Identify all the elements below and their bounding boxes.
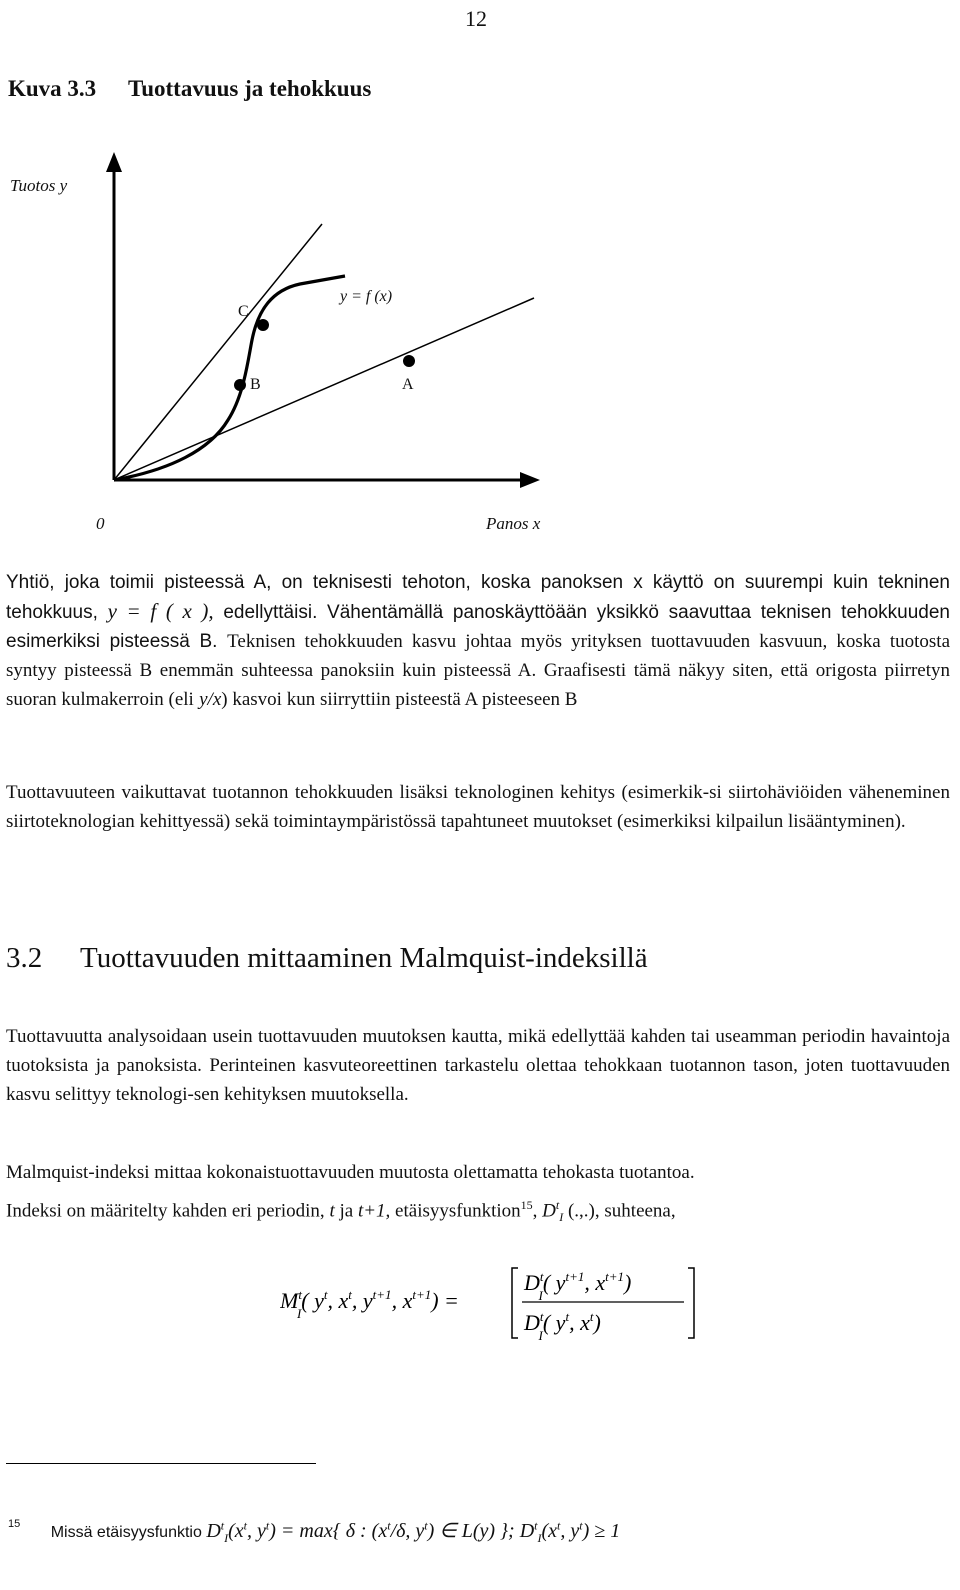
p4-line2-start: Indeksi on määritelty kahden eri periodin, — [6, 1200, 325, 1222]
ray-through-c — [114, 224, 322, 480]
y-axis-label: Tuotos y — [10, 176, 68, 195]
footnote — [8, 1518, 620, 1546]
paragraph-factors: Tuottavuuteen vaikuttavat tuotannon tehokkuuden lisäksi teknologinen kehitys (esimerkik-si siirtohäviöiden väheneminen siirtoteknologian kehittyessä) sekä toimintaympäristössä tapahtuneet muutokset (esimerkiksi kilpailun lisääntyminen). — [6, 782, 950, 832]
section-heading — [6, 942, 648, 975]
ray-through-a — [114, 298, 534, 480]
footnote-rule — [6, 1463, 316, 1464]
footnote-text: Missä etäisyysfunktio — [50, 1524, 202, 1541]
footnote-ref: 15 — [520, 1198, 533, 1212]
point-c — [257, 319, 269, 331]
formula-denominator: $D^t$ I( $y^t$, $x^t$) — [524, 1309, 601, 1343]
point-a — [403, 355, 415, 367]
p1-inline-math: y = f ( x ), — [107, 599, 214, 623]
p4-line1: Malmquist-indeksi mittaa kokonaistuottavuuden muutosta olettamatta tehokasta tuotantoa. — [6, 1162, 695, 1183]
production-curve — [114, 276, 345, 480]
origin-label: 0 — [96, 514, 105, 533]
p4-line2: Indeksi on määritelty kahden eri periodin, t ja t+1, etäisyysfunktion$^{15}$, $D^t_I$ (.,.), suhteena, — [6, 1198, 676, 1225]
x-axis-arrow — [520, 472, 540, 488]
paragraph-malmquist — [6, 1158, 950, 1232]
p4-t1: t+1, — [357, 1200, 391, 1222]
point-b — [234, 379, 246, 391]
curve-label: y = f (x) — [340, 288, 393, 305]
productivity-efficiency-chart — [0, 0, 960, 560]
p1-start: Yhtiö, joka toimii pisteessä A, on teknisesti tehoton, koska panoksen x käyttö on suurempi kuin tekninen tehokkuus, — [6, 572, 950, 623]
footnote-formula: $D^t_I(x^t$, $y^t) = \max${ δ : ($x^t/\delta$, $y^t$) ∈ L(y) }; $D^t_I(x^t$, $y^t) \ge 1$ — [206, 1518, 621, 1545]
malmquist-formula — [280, 1260, 710, 1356]
paragraph-efficiency — [6, 568, 950, 714]
section-number: 3.2 — [6, 942, 43, 974]
figure-caption-number: Kuva 3.3 — [8, 76, 97, 101]
p4-line2-end: suhteena, — [604, 1200, 676, 1222]
p1-mid: edellyttäisi. Vähentämällä panoskäyttöään yksikkö saavuttaa teknisen tehokkuuden esimerkiksi pisteessä B. — [6, 602, 950, 652]
malmquist-formula-svg — [280, 1260, 710, 1350]
formula-numerator: $D^t$ I( $y^{t+1}$, $x^{t+1}$) — [524, 1269, 632, 1303]
p1-tail: ) kasvoi kun siirryttiin pisteestä A pisteeseen B — [221, 689, 578, 710]
bracket-right — [688, 1268, 694, 1338]
p1-end: Teknisen tehokkuuden kasvu johtaa myös yrityksen tuottavuuden kasvuun, koska tuotosta syntyy pisteessä B enemmän suhteessa panoksiin kuin pisteessä A. Graafisesti tämä näkyy siten, että origosta piirretyn suoran kulmakerroin (eli — [6, 631, 951, 710]
point-a-label: A — [402, 376, 414, 393]
x-axis-label: Panos x — [486, 514, 541, 533]
p4-ja: ja — [339, 1200, 354, 1222]
footnote-number: 15 — [8, 1518, 21, 1530]
bracket-left — [512, 1268, 518, 1338]
paragraph-analysis: Tuottavuutta analysoidaan usein tuottavuuden muutoksen kautta, mikä edellyttää kahden tai useamman periodin havaintoja tuotoksista ja panoksista. Perinteinen kasvuteoreettinen tarkastelu olettaa tehokkaan tuotannon tason, joten tuottavuuden kasvu selittyy teknologi-sen kehityksen muutoksella. — [6, 1026, 950, 1105]
point-c-label: C — [238, 303, 249, 320]
y-axis-arrow — [106, 152, 122, 172]
point-b-label: B — [250, 376, 261, 393]
formula-lhs: $M^t$ I( $y^t$, $x^t$, $y^{t+1}$, $x^{t+1}$) = — [280, 1287, 459, 1321]
p4-line2-mid: etäisyysfunktion — [395, 1200, 521, 1222]
p1-ratio: y/x — [199, 689, 222, 710]
section-title: Tuottavuuden mittaaminen Malmquist-indeksillä — [80, 942, 648, 974]
figure-caption-title: Tuottavuus ja tehokkuus — [128, 76, 372, 101]
page-number: 12 — [465, 6, 487, 31]
p4-t: t — [329, 1200, 335, 1222]
